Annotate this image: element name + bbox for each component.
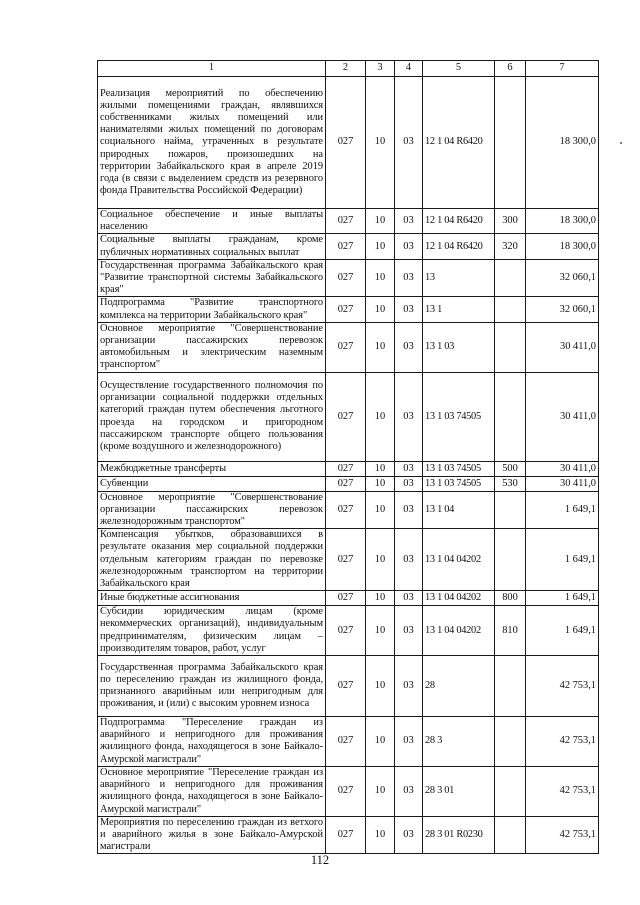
scan-speck: [620, 142, 622, 144]
table-row: [98, 656, 599, 717]
section-code: 10: [366, 491, 395, 529]
amount: 1 649,1: [526, 591, 599, 606]
row-name: Основное мероприятие "Совершенствование организации пассажирских перевозок железнодорожным транспортом": [98, 491, 326, 529]
page-number: 112: [310, 853, 330, 867]
budget-table: [97, 60, 599, 854]
row-name: Социальное обеспечение и иные выплаты населению: [98, 209, 326, 234]
amount: 42 753,1: [526, 816, 599, 854]
target-code: 12 1 04 R6420: [423, 234, 495, 259]
ministry-code: 027: [326, 476, 366, 491]
table-row: [98, 766, 599, 816]
amount: 1 649,1: [526, 529, 599, 591]
header-row: [98, 61, 599, 77]
section-code: 10: [366, 816, 395, 854]
section-code: 10: [366, 77, 395, 209]
amount: 32 060,1: [526, 297, 599, 322]
target-code: 13 1 04 04202: [423, 606, 495, 656]
expense-type-code: [495, 766, 526, 816]
row-name: Государственная программа Забайкальского края по переселению граждан из жилищного фонда, признанного аварийным или непригодным для проживания, и (или) с высоким уровнем износа: [98, 656, 326, 717]
ministry-code: 027: [326, 606, 366, 656]
subsection-code: 03: [395, 606, 423, 656]
target-code: 13 1: [423, 297, 495, 322]
ministry-code: 027: [326, 816, 366, 854]
ministry-code: 027: [326, 656, 366, 717]
ministry-code: 027: [326, 591, 366, 606]
subsection-code: 03: [395, 717, 423, 767]
amount: 30 411,0: [526, 322, 599, 372]
expense-type-code: [495, 491, 526, 529]
ministry-code: 027: [326, 461, 366, 476]
column-header: 6: [495, 61, 526, 77]
row-name: Компенсация убытков, образовавшихся в результате оказания мер социальной поддержки отдельным категориям граждан по перевозке железнодорожным транспортом на территории Забайкальского края: [98, 529, 326, 591]
column-header: 4: [395, 61, 423, 77]
row-name: Субсидии юридическим лицам (кроме некоммерческих организаций), индивидуальным предпринимателям, физическим лицам – производителям товаров, работ, услуг: [98, 606, 326, 656]
column-header: 1: [98, 61, 326, 77]
section-code: 10: [366, 234, 395, 259]
section-code: 10: [366, 476, 395, 491]
amount: 30 411,0: [526, 461, 599, 476]
expense-type-code: [495, 372, 526, 461]
table-row: [98, 491, 599, 529]
subsection-code: 03: [395, 372, 423, 461]
target-code: 13 1 03: [423, 322, 495, 372]
target-code: 28 3 01 R0230: [423, 816, 495, 854]
table-row: [98, 77, 599, 209]
ministry-code: 027: [326, 491, 366, 529]
subsection-code: 03: [395, 591, 423, 606]
table-row: [98, 529, 599, 591]
target-code: 13 1 03 74505: [423, 372, 495, 461]
target-code: 12 1 04 R6420: [423, 77, 495, 209]
row-name: Иные бюджетные ассигнования: [98, 591, 326, 606]
expense-type-code: 810: [495, 606, 526, 656]
table-row: [98, 461, 599, 476]
amount: 42 753,1: [526, 766, 599, 816]
row-name: Реализация мероприятий по обеспечению жилыми помещениями граждан, являвшихся собственниками жилых помещений или нанимателями жилых помещений по договорам социального найма, утраченных в результате природных пожаров, произошедших на территории Забайкальского края в апреле 2019 года (в связи с выделением средств из резервного фонда Правительства Российской Федерации): [98, 77, 326, 209]
table-row: [98, 476, 599, 491]
table-row: [98, 297, 599, 322]
table-row: [98, 209, 599, 234]
row-name: Межбюджетные трансферты: [98, 461, 326, 476]
target-code: 28: [423, 656, 495, 717]
section-code: 10: [366, 259, 395, 297]
section-code: 10: [366, 322, 395, 372]
ministry-code: 027: [326, 77, 366, 209]
amount: 1 649,1: [526, 606, 599, 656]
expense-type-code: [495, 77, 526, 209]
expense-type-code: [495, 297, 526, 322]
target-code: 12 1 04 R6420: [423, 209, 495, 234]
section-code: 10: [366, 591, 395, 606]
expense-type-code: 530: [495, 476, 526, 491]
subsection-code: 03: [395, 77, 423, 209]
column-header: 5: [423, 61, 495, 77]
subsection-code: 03: [395, 491, 423, 529]
column-header: 2: [326, 61, 366, 77]
ministry-code: 027: [326, 766, 366, 816]
expense-type-code: 800: [495, 591, 526, 606]
column-header: 3: [366, 61, 395, 77]
subsection-code: 03: [395, 461, 423, 476]
table-row: [98, 322, 599, 372]
expense-type-code: [495, 656, 526, 717]
amount: 30 411,0: [526, 372, 599, 461]
table-row: [98, 234, 599, 259]
target-code: 13 1 03 74505: [423, 461, 495, 476]
expense-type-code: 320: [495, 234, 526, 259]
row-name: Подпрограмма "Переселение граждан из аварийного и непригодного для проживания жилищного фонда, находящегося в зоне Байкало-Амурской магистрали": [98, 717, 326, 767]
amount: 32 060,1: [526, 259, 599, 297]
amount: 18 300,0: [526, 234, 599, 259]
ministry-code: 027: [326, 234, 366, 259]
table-row: [98, 259, 599, 297]
ministry-code: 027: [326, 529, 366, 591]
expense-type-code: [495, 259, 526, 297]
subsection-code: 03: [395, 209, 423, 234]
section-code: 10: [366, 656, 395, 717]
expense-type-code: [495, 322, 526, 372]
table-row: [98, 372, 599, 461]
ministry-code: 027: [326, 322, 366, 372]
table-row: [98, 591, 599, 606]
subsection-code: 03: [395, 322, 423, 372]
table-row: [98, 816, 599, 854]
section-code: 10: [366, 209, 395, 234]
row-name: Осуществление государственного полномочия по организации социальной поддержки отдельных категорий граждан путем обеспечения льготного проезда на городском и пригородном пассажирском транспорте общего пользования (кроме воздушного и железнодорожного): [98, 372, 326, 461]
row-name: Государственная программа Забайкальского края "Развитие транспортной системы Забайкальского края": [98, 259, 326, 297]
section-code: 10: [366, 529, 395, 591]
subsection-code: 03: [395, 766, 423, 816]
target-code: 28 3: [423, 717, 495, 767]
table-row: [98, 717, 599, 767]
expense-type-code: [495, 529, 526, 591]
ministry-code: 027: [326, 209, 366, 234]
subsection-code: 03: [395, 476, 423, 491]
section-code: 10: [366, 461, 395, 476]
section-code: 10: [366, 606, 395, 656]
target-code: 13 1 04: [423, 491, 495, 529]
row-name: Подпрограмма "Развитие транспортного комплекса на территории Забайкальского края": [98, 297, 326, 322]
target-code: 13: [423, 259, 495, 297]
section-code: 10: [366, 766, 395, 816]
subsection-code: 03: [395, 816, 423, 854]
amount: 18 300,0: [526, 209, 599, 234]
row-name: Мероприятия по переселению граждан из ветхого и аварийного жилья в зоне Байкало-Амурской магистрали: [98, 816, 326, 854]
amount: 42 753,1: [526, 717, 599, 767]
subsection-code: 03: [395, 529, 423, 591]
subsection-code: 03: [395, 297, 423, 322]
expense-type-code: [495, 717, 526, 767]
section-code: 10: [366, 717, 395, 767]
amount: 1 649,1: [526, 491, 599, 529]
ministry-code: 027: [326, 259, 366, 297]
expense-type-code: 300: [495, 209, 526, 234]
section-code: 10: [366, 297, 395, 322]
section-code: 10: [366, 372, 395, 461]
target-code: 13 1 03 74505: [423, 476, 495, 491]
ministry-code: 027: [326, 717, 366, 767]
ministry-code: 027: [326, 372, 366, 461]
amount: 42 753,1: [526, 656, 599, 717]
expense-type-code: [495, 816, 526, 854]
subsection-code: 03: [395, 656, 423, 717]
row-name: Основное мероприятие "Совершенствование организации пассажирских перевозок автомобильным и электрическим наземным транспортом": [98, 322, 326, 372]
ministry-code: 027: [326, 297, 366, 322]
column-header: 7: [526, 61, 599, 77]
subsection-code: 03: [395, 259, 423, 297]
subsection-code: 03: [395, 234, 423, 259]
amount: 18 300,0: [526, 77, 599, 209]
target-code: 13 1 04 04202: [423, 591, 495, 606]
row-name: Социальные выплаты гражданам, кроме публичных нормативных социальных выплат: [98, 234, 326, 259]
amount: 30 411,0: [526, 476, 599, 491]
expense-type-code: 500: [495, 461, 526, 476]
target-code: 28 3 01: [423, 766, 495, 816]
row-name: Основное мероприятие "Переселение граждан из аварийного и непригодного для проживания жилищного фонда, находящегося в зоне Байкало-Амурской магистрали": [98, 766, 326, 816]
target-code: 13 1 04 04202: [423, 529, 495, 591]
row-name: Субвенции: [98, 476, 326, 491]
table-body: [98, 77, 599, 854]
table-row: [98, 606, 599, 656]
